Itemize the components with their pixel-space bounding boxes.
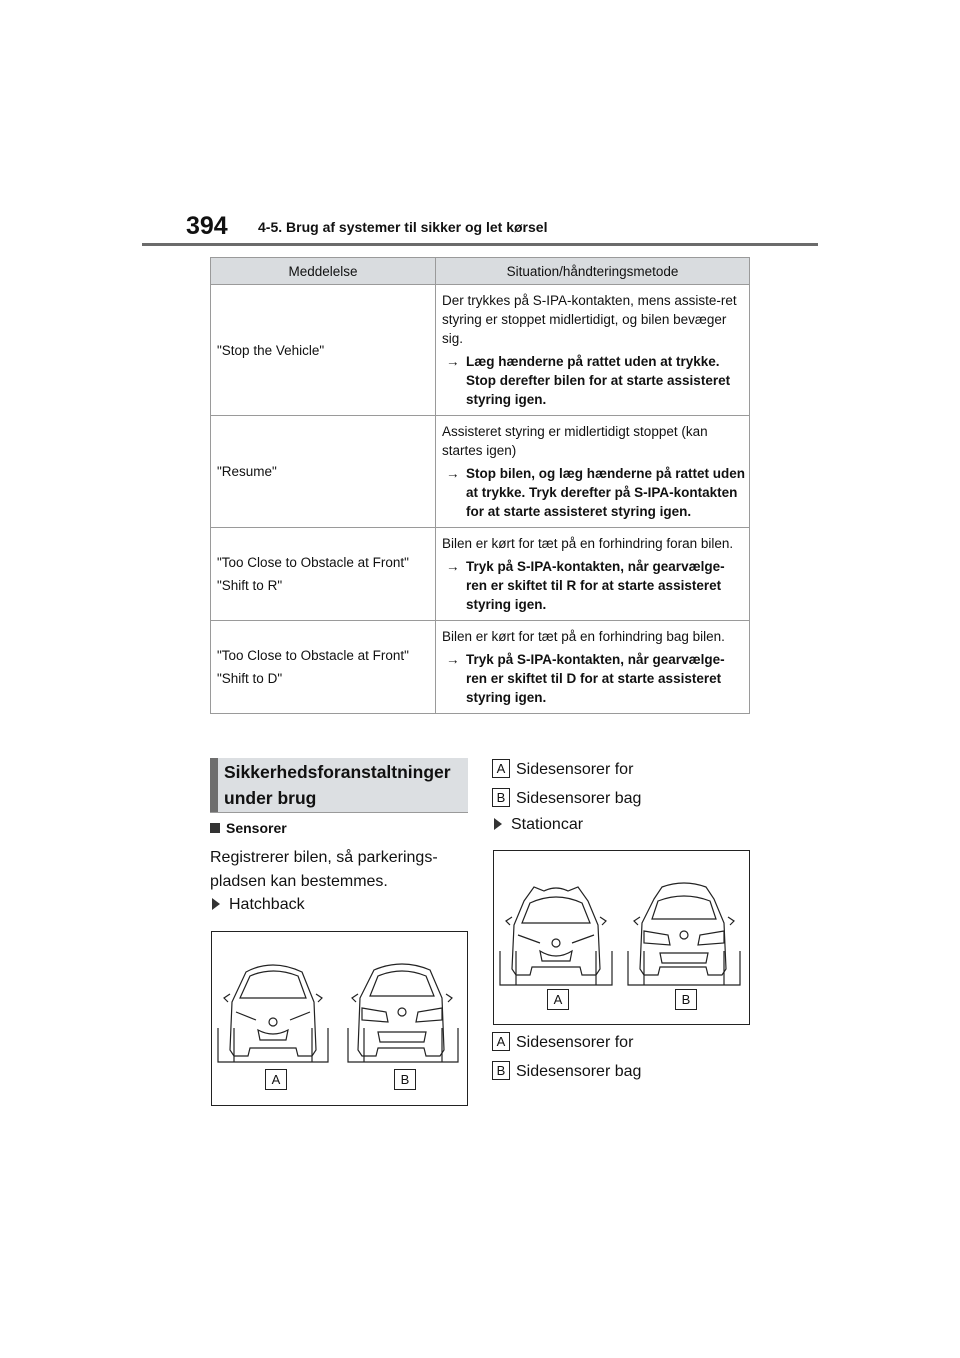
legend-item-a [492,759,633,779]
table-row [211,285,750,416]
message-table [210,257,750,714]
body-paragraph: Registrerer bilen, så parkerings-pladsen kan bestemmes. [210,849,438,890]
situation-cell [436,528,750,621]
message-cell [211,528,436,621]
situation-text: Bilen er kørt for tæt på en forhindring bag bilen. [442,629,725,644]
message-cell [211,285,436,416]
action-label: Tryk på S-IPA-kontakten, når gearvælge-ren er skiftet til R for at starte assisteret styring igen. [466,559,725,612]
column-header: Meddelelse [211,258,436,285]
table-row [211,621,750,714]
figure-label-a: A [547,989,569,1010]
section-heading-line: Sikkerhedsforanstaltninger [224,762,451,782]
message-text: "Too Close to Obstacle at Front" [217,555,409,570]
square-bullet-icon [210,823,220,833]
situation-cell [436,416,750,528]
legend-item-b [492,1061,641,1081]
message-text: "Shift to R" [217,578,283,593]
chapter-title: 4-5. Brug af systemer til sikker og let kørsel [258,219,548,235]
hatchback-label: Hatchback [229,896,305,913]
message-text: "Resume" [217,464,277,479]
stationcar-sensor-figure [493,850,750,1025]
stationcar-label: Stationcar [511,816,584,833]
figure-label-b: B [675,989,697,1010]
legend-text-b: Sidesensorer bag [516,1063,642,1080]
message-text: "Too Close to Obstacle at Front" [217,648,409,663]
legend-item-a [492,1032,633,1052]
label-b-badge: B [492,1061,510,1080]
stationcar-illustration [494,851,749,1024]
hatchback-rear-car [348,964,458,1062]
legend-item-b [492,788,641,808]
hatchback-sensor-figure [211,931,468,1106]
action-label: Læg hænderne på rattet uden at trykke. Stop derefter bilen for at starte assisteret styring igen. [466,354,731,407]
arrow-icon: → [446,466,460,481]
message-cell [211,416,436,528]
arrow-icon: → [446,354,460,369]
action-label: Tryk på S-IPA-kontakten, når gearvælge-ren er skiftet til D for at starte assisteret styring igen. [466,652,725,705]
figure-label-b: B [394,1069,416,1090]
label-a-badge: A [492,759,510,778]
legend-text-a: Sidesensorer for [516,761,634,778]
label-b-badge: B [492,788,510,807]
header-rule [142,243,818,246]
legend-text-b: Sidesensorer bag [516,790,642,807]
figure-label-a: A [265,1069,287,1090]
arrow-icon: → [446,559,460,574]
message-text: "Stop the Vehicle" [217,342,325,358]
situation-text: Assisteret styring er midlertidigt stoppet (kan startes igen) [442,424,708,458]
table-row [211,416,750,528]
message-text: "Shift to D" [217,671,283,686]
action-text [442,464,745,521]
hatchback-heading [212,896,305,914]
page-number: 394 [186,212,228,240]
column-header: Situation/håndteringsmetode [436,258,750,285]
section-heading [210,758,468,812]
situation-text: Der trykkes på S-IPA-kontakten, mens assiste-ret styring er stoppet midlertidigt, og bilen bevæger sig. [442,293,737,346]
message-cell [211,621,436,714]
action-text [442,352,745,409]
situation-text: Bilen er kørt for tæt på en forhindring foran bilen. [442,536,734,551]
section-divider [210,812,468,813]
situation-cell [436,285,750,416]
triangle-bullet-icon [494,818,502,830]
hatchback-front-car [218,965,328,1062]
table-header-row [211,258,750,285]
stationcar-heading [494,816,583,834]
triangle-bullet-icon [212,898,220,910]
action-text [442,650,745,707]
legend-text-a: Sidesensorer for [516,1034,634,1051]
section-heading-line: under brug [224,788,317,808]
arrow-icon: → [446,652,460,667]
subheading-label: Sensorer [226,820,287,836]
subheading [210,820,287,836]
stationcar-front-car [500,887,612,985]
label-a-badge: A [492,1032,510,1051]
situation-cell [436,621,750,714]
hatchback-illustration [212,932,467,1105]
action-label: Stop bilen, og læg hænderne på rattet uden at trykke. Tryk derefter på S-IPA-kontakten for at starte assisteret styring igen. [466,466,746,519]
table-row [211,528,750,621]
action-text [442,557,745,614]
stationcar-rear-car [628,883,740,985]
